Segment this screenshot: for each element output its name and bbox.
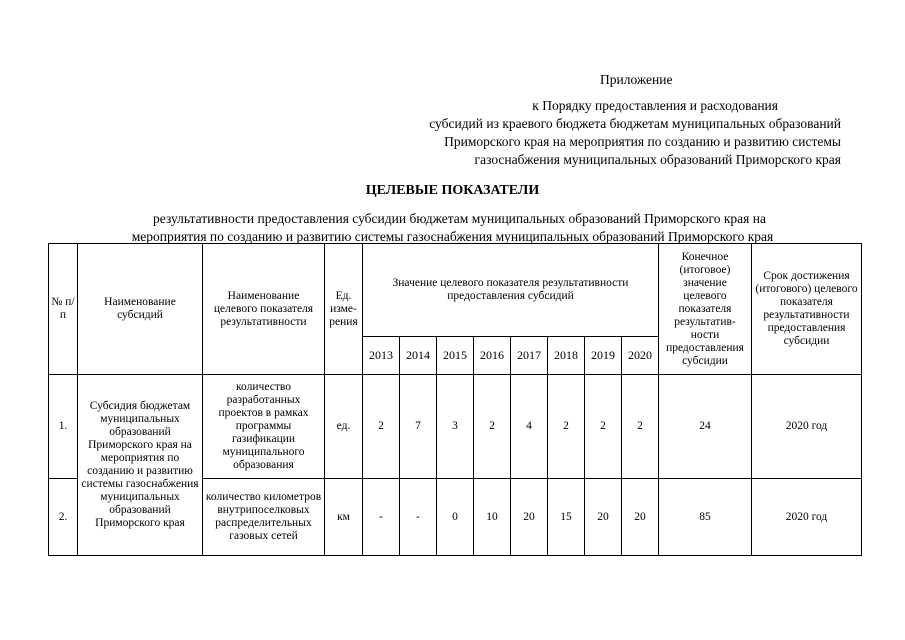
row-value: 2 <box>585 375 622 479</box>
row-deadline: 2020 год <box>752 375 862 479</box>
appendix-line-3: Приморского края на мероприятия по созданию и развитию системы <box>444 134 841 149</box>
row-unit: ед. <box>325 375 363 479</box>
row-value: 7 <box>400 375 437 479</box>
row-value: 4 <box>511 375 548 479</box>
row-final: 24 <box>659 375 752 479</box>
document-subtitle-line-1: результативности предоставления субсидии бюджетам муниципальных образований Приморского края на <box>153 211 766 226</box>
row-indicator: количество разработанных проектов в рамках программы газификации муниципального образования <box>203 375 325 479</box>
row-value: 2 <box>548 375 585 479</box>
header-year: 2017 <box>511 337 548 375</box>
row-value: 20 <box>622 479 659 556</box>
header-deadline: Срок достижения (итогового) целевого показателя результативности предоставления субсидии <box>752 244 862 375</box>
header-year: 2013 <box>363 337 400 375</box>
row-value: 0 <box>437 479 474 556</box>
row-value: 2 <box>622 375 659 479</box>
row-value: - <box>400 479 437 556</box>
row-value: 10 <box>474 479 511 556</box>
indicators-table <box>48 243 862 556</box>
row-final: 85 <box>659 479 752 556</box>
header-indicator: Наименование целевого показателя результативности <box>203 244 325 375</box>
header-year: 2019 <box>585 337 622 375</box>
table-row <box>49 375 862 479</box>
document-title: ЦЕЛЕВЫЕ ПОКАЗАТЕЛИ <box>365 183 540 198</box>
row-value: 2 <box>363 375 400 479</box>
appendix-line-4: газоснабжения муниципальных образований Приморского края <box>474 152 841 167</box>
row-value: 3 <box>437 375 474 479</box>
header-year: 2018 <box>548 337 585 375</box>
row-value: 2 <box>474 375 511 479</box>
row-value: 20 <box>511 479 548 556</box>
header-year: 2020 <box>622 337 659 375</box>
header-num: № п/п <box>49 244 78 375</box>
appendix-line-1: к Порядку предоставления и расходования <box>532 98 778 113</box>
document-subtitle-line-2: мероприятия по созданию и развитию системы газоснабжения муниципальных образований Приморского края <box>131 229 774 244</box>
header-year: 2015 <box>437 337 474 375</box>
subsidy-name: Субсидия бюджетам муниципальных образований Приморского края на мероприятия по созданию и развитию системы газоснабжения муниципальных образований Приморского края <box>78 375 203 556</box>
row-num: 1. <box>49 375 78 479</box>
header-final: Конечное (итоговое) значение целевого показателя результатив-ности предоставления субсидии <box>659 244 752 375</box>
row-deadline: 2020 год <box>752 479 862 556</box>
header-year: 2016 <box>474 337 511 375</box>
row-value: 20 <box>585 479 622 556</box>
row-indicator: количество километров внутрипоселковых распределительных газовых сетей <box>203 479 325 556</box>
row-num: 2. <box>49 479 78 556</box>
header-values: Значение целевого показателя результативности предоставления субсидий <box>363 244 659 337</box>
row-value: 15 <box>548 479 585 556</box>
header-subsidy: Наименование субсидий <box>78 244 203 375</box>
row-unit: км <box>325 479 363 556</box>
header-year: 2014 <box>400 337 437 375</box>
row-value: - <box>363 479 400 556</box>
appendix-line-2: субсидий из краевого бюджета бюджетам муниципальных образований <box>429 116 841 131</box>
appendix-title: Приложение <box>600 72 673 87</box>
header-unit: Ед. изме-рения <box>325 244 363 375</box>
